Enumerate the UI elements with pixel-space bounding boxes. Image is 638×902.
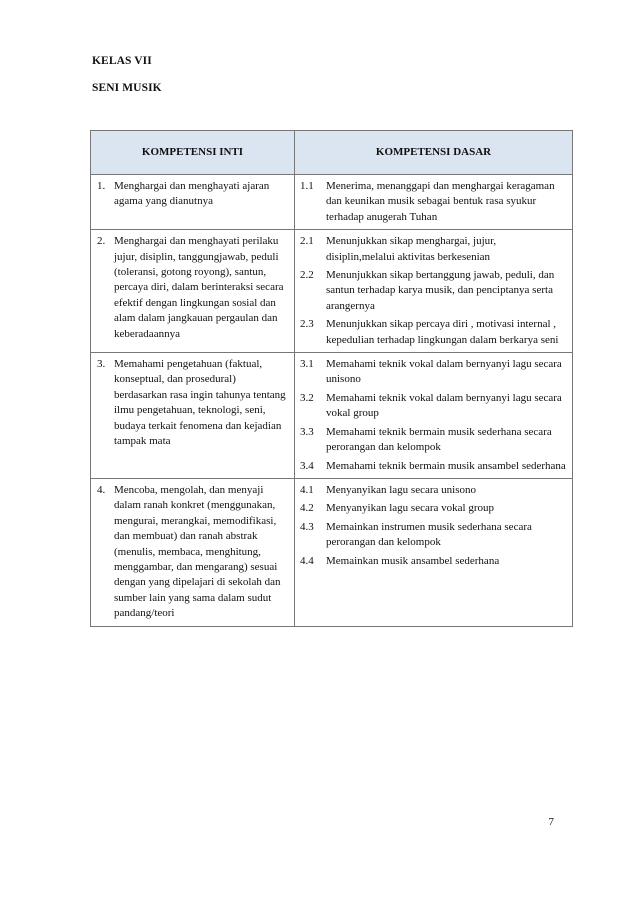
kd-number: 3.1	[300, 358, 314, 371]
ki-text: Mencoba, mengolah, dan menyaji dalam ranah konkret (menggunakan, mengurai, merangkai, memodifikasi, dan membuat) dan ranah abstrak (menulis, membaca, menghitung, menggambar, dan mengarang) sesuai dengan yang dipelajari di sekolah dan sumber lain yang sama dalam sudut pandang/teori	[114, 483, 281, 620]
kd-text: Menunjukkan sikap percaya diri , motivasi internal , kepedulian terhadap lingkungan dalam berkarya seni	[326, 318, 559, 346]
kd-item	[300, 501, 566, 516]
kd-text: Memainkan instrumen musik sederhana secara perorangan dan kelompok	[326, 520, 532, 549]
column-header-kd: KOMPETENSI DASAR	[295, 131, 573, 175]
kd-number: 3.4	[300, 459, 314, 472]
competency-table	[90, 130, 573, 627]
kd-item	[300, 268, 566, 314]
kd-number: 3.3	[300, 425, 314, 438]
kd-number: 4.4	[300, 554, 314, 567]
kd-text: Menunjukkan sikap bertanggung jawab, peduli, dan santun terhadap karya musik, dan penciptanya serta arangernya	[326, 269, 555, 312]
kd-item	[300, 357, 566, 388]
kd-item	[300, 520, 566, 551]
kd-item	[300, 317, 566, 348]
ki-number: 3.	[97, 358, 106, 371]
ki-text: Menghargai dan menghayati perilaku jujur, disiplin, tanggungjawab, peduli (toleransi, gotong royong), santun, percaya diri, dalam berinteraksi secara efektif dengan lingkungan sosial dan alam dalam jangkauan pergaulan dan keberadaannya	[114, 235, 284, 340]
kd-cell	[295, 353, 573, 479]
ki-text: Memahami pengetahuan (faktual, konseptual, dan prosedural) berdasarkan rasa ingin tahunya tentang ilmu pengetahuan, teknologi, seni, budaya terkait fenomena dan kejadian tampak mata	[114, 358, 286, 448]
subject-heading: SENI MUSIK	[92, 82, 162, 94]
table-row	[91, 353, 573, 479]
kd-number: 3.2	[300, 391, 314, 404]
kd-cell	[295, 230, 573, 353]
table-row	[91, 175, 573, 230]
ki-text: Menghargai dan menghayati ajaran agama yang dianutnya	[114, 180, 270, 208]
kd-number: 2.1	[300, 235, 314, 248]
kd-text: Menerima, menanggapi dan menghargai keragaman dan keunikan musik sebagai bentuk rasa syukur terhadap anugerah Tuhan	[326, 180, 555, 223]
table-header-row	[91, 131, 573, 175]
ki-number: 1.	[97, 180, 106, 192]
table-row	[91, 478, 573, 626]
ki-cell	[91, 175, 295, 230]
kd-number: 2.2	[300, 269, 314, 282]
kd-number: 4.1	[300, 483, 314, 496]
kd-cell	[295, 478, 573, 626]
kd-cell	[295, 175, 573, 230]
kd-item	[300, 483, 566, 498]
kd-text: Memahami teknik bermain musik ansambel sederhana	[326, 459, 566, 472]
kd-item	[300, 179, 566, 225]
ki-cell	[91, 478, 295, 626]
kd-text: Memahami teknik vokal dalam bernyanyi lagu secara unisono	[326, 358, 562, 386]
ki-cell	[91, 353, 295, 479]
kd-item	[300, 391, 566, 422]
page-number: 7	[548, 816, 554, 828]
kd-item	[300, 459, 566, 474]
column-header-ki: KOMPETENSI INTI	[91, 131, 295, 175]
kd-text: Menunjukkan sikap menghargai, jujur, disiplin,melalui aktivitas berkesenian	[326, 235, 497, 263]
kd-text: Memahami teknik vokal dalam bernyanyi lagu secara vokal group	[326, 391, 562, 420]
kd-item	[300, 234, 566, 265]
class-heading: KELAS VII	[92, 55, 152, 67]
kd-text: Menyanyikan lagu secara unisono	[326, 483, 476, 496]
kd-number: 4.2	[300, 502, 314, 515]
ki-number: 2.	[97, 235, 106, 248]
kd-item	[300, 554, 566, 569]
kd-text: Memainkan musik ansambel sederhana	[326, 554, 500, 567]
kd-item	[300, 425, 566, 456]
ki-number: 4.	[97, 483, 106, 496]
kd-number: 2.3	[300, 318, 314, 331]
kd-number: 1.1	[300, 180, 314, 192]
kd-number: 4.3	[300, 520, 314, 533]
ki-cell	[91, 230, 295, 353]
kd-text: Menyanyikan lagu secara vokal group	[326, 502, 494, 515]
kd-text: Memahami teknik bermain musik sederhana secara perorangan dan kelompok	[326, 425, 552, 454]
table-row	[91, 230, 573, 353]
